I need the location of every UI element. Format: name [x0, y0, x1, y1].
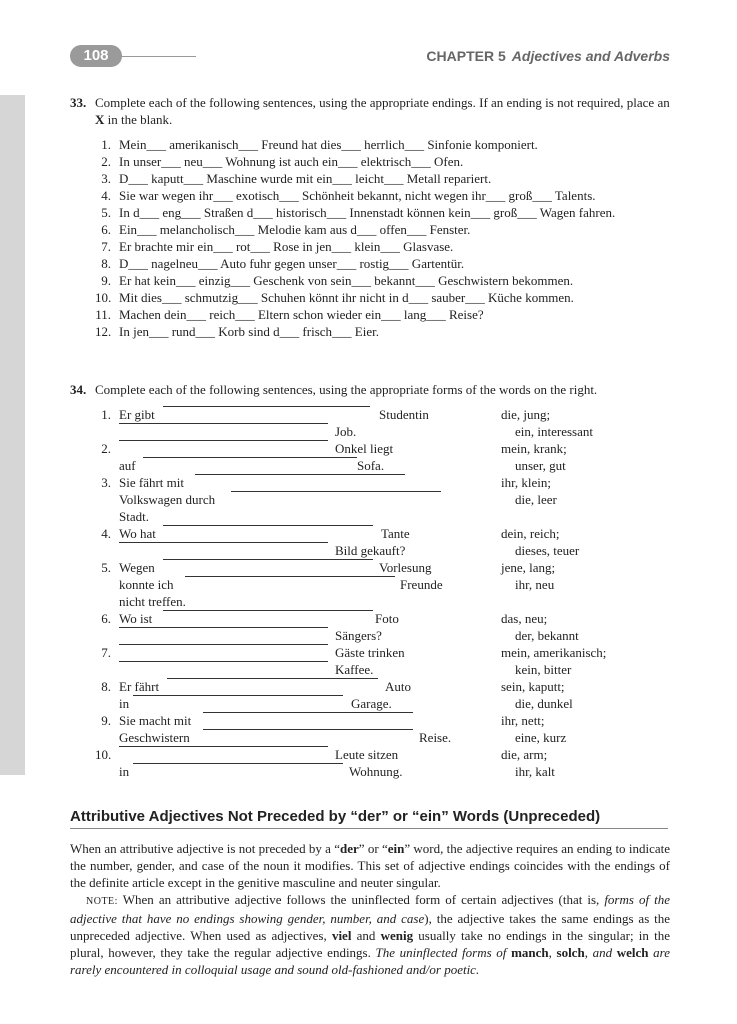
exercise-34-row: [95, 678, 615, 695]
text-run: ” or “: [358, 841, 388, 856]
exercise-33-item: [95, 221, 679, 238]
word-hint: sein, kaputt;: [501, 679, 565, 694]
answer-blank[interactable]: [203, 729, 413, 730]
exercise-33-item: [95, 153, 679, 170]
word-hint: ihr, nett;: [501, 713, 545, 728]
answer-blank[interactable]: [231, 491, 441, 492]
exercise-33-item: [95, 238, 679, 255]
exercise-33-instruction: Complete each of the following sentences, using the appropriate endings. If an ending is not required, place an X in the blank.: [95, 95, 670, 127]
section-title: Attributive Adjectives Not Preceded by “der” or “ein” Words (Unpreceded): [70, 808, 668, 829]
exercise-34-row: [95, 423, 615, 440]
exercise-34-row: [95, 406, 615, 423]
word-hint: eine, kurz: [515, 730, 567, 745]
exercise-34-row: [95, 644, 615, 661]
answer-blank[interactable]: [163, 559, 373, 560]
exercise-34-row: [95, 695, 615, 712]
answer-blank[interactable]: [119, 746, 328, 747]
exercise-33-list: [95, 136, 679, 340]
text-run: are rarely encountered in colloquial usage and sound old-fashioned and/or poetic.: [70, 945, 670, 977]
item-text: Ein___ melancholisch___ Melodie kam aus d___ offen___ Fenster.: [119, 222, 471, 237]
exercise-33-item: [95, 272, 679, 289]
prompt-text: Er fährt: [119, 679, 160, 694]
exercise-33-item: [95, 136, 679, 153]
exercise-34-row: [95, 729, 615, 746]
exercise-34-row: [95, 525, 615, 542]
prompt-text: Volkswagen durch: [119, 492, 216, 507]
word-hint: dieses, teuer: [515, 543, 580, 558]
word-hint: ihr, neu: [515, 577, 555, 592]
exercise-34-row: [95, 542, 615, 559]
exercise-34-row: [95, 491, 615, 508]
text-run: welch: [616, 945, 649, 960]
item-number: 4.: [101, 188, 111, 203]
exercise-34-instruction: Complete each of the following sentences, using the appropriate forms of the words on the right.: [95, 382, 598, 397]
prompt-text: Sie macht mit: [119, 713, 192, 728]
answer-blank[interactable]: [163, 525, 373, 526]
prompt-text: Freunde: [400, 577, 443, 592]
chapter-title: Adjectives and Adverbs: [511, 48, 670, 64]
prompt-text: in: [119, 764, 130, 779]
item-number: 3.: [101, 475, 111, 490]
exercise-34-row: [95, 508, 615, 525]
prompt-text: Sofa.: [357, 458, 385, 473]
exercise-34-row: [95, 593, 615, 610]
text-run: and: [351, 928, 381, 943]
word-hint: unser, gut: [515, 458, 566, 473]
header-rule: [120, 56, 196, 57]
answer-blank[interactable]: [119, 661, 328, 662]
prompt-text: nicht treffen.: [119, 594, 186, 609]
text-run: usually take no endings in the singular; in the plural, however, they take the regular adjective endings.: [70, 928, 670, 960]
text-run: ein: [387, 841, 405, 856]
item-number: 10.: [95, 290, 112, 305]
item-number: 7.: [101, 645, 111, 660]
text-run: der: [340, 841, 359, 856]
item-number: 7.: [101, 239, 111, 254]
exercise-33-item: [95, 289, 679, 306]
answer-blank[interactable]: [163, 610, 373, 611]
word-hint: ihr, klein;: [501, 475, 552, 490]
exercise-34-row: [95, 457, 615, 474]
prompt-text: Wohnung.: [349, 764, 403, 779]
section-paragraph: [70, 840, 670, 891]
exercise-34-row: [95, 763, 615, 780]
exercise-34-row: [95, 610, 615, 627]
exercise-33-item: [95, 255, 679, 272]
item-number: 6.: [101, 222, 111, 237]
answer-blank[interactable]: [119, 644, 328, 645]
text-run: , and: [584, 945, 617, 960]
word-hint: jene, lang;: [501, 560, 556, 575]
chapter-label: CHAPTER 5: [426, 48, 506, 64]
item-number: 8.: [101, 256, 111, 271]
item-text: Sie war wegen ihr___ exotisch___ Schönheit bekannt, nicht wegen ihr___ groß___ Talents.: [119, 188, 596, 203]
item-text: In jen___ rund___ Korb sind d___ frisch___ Eier.: [119, 324, 379, 339]
item-text: Mit dies___ schmutzig___ Schuhen könnt ihr nicht in d___ sauber___ Küche kommen.: [119, 290, 574, 305]
prompt-text: Job.: [335, 424, 357, 439]
item-number: 2.: [101, 441, 111, 456]
exercise-33-heading: [70, 94, 677, 128]
exercise-34-row: [95, 440, 615, 457]
item-text: Er brachte mir ein___ rot___ Rose in jen___ klein___ Glasvase.: [119, 239, 454, 254]
answer-blank[interactable]: [133, 695, 343, 696]
exercise-33-item: [95, 187, 679, 204]
answer-blank[interactable]: [143, 457, 357, 458]
exercise-34-row: [95, 474, 615, 491]
page-number: 108: [70, 45, 122, 67]
prompt-text: konnte ich: [119, 577, 174, 592]
text-run: NOTE:: [86, 896, 118, 907]
prompt-text: Wo ist: [119, 611, 153, 626]
prompt-text: Kaffee.: [335, 662, 374, 677]
word-hint: die, jung;: [501, 407, 551, 422]
answer-blank[interactable]: [167, 678, 378, 679]
prompt-text: auf: [119, 458, 136, 473]
item-number: 9.: [101, 713, 111, 728]
item-number: 5.: [101, 560, 111, 575]
answer-blank[interactable]: [163, 406, 370, 407]
exercise-33-item: [95, 306, 679, 323]
word-hint: mein, amerikanisch;: [501, 645, 607, 660]
word-hint: die, leer: [515, 492, 557, 507]
word-hint: ihr, kalt: [515, 764, 555, 779]
chapter-header: [426, 48, 670, 64]
prompt-text: Leute sitzen: [335, 747, 399, 762]
side-margin-bar: [0, 95, 25, 775]
section-note: [70, 891, 670, 978]
exercise-34-number: 34.: [70, 382, 87, 397]
prompt-text: Onkel liegt: [335, 441, 394, 456]
item-number: 10.: [95, 747, 112, 762]
prompt-text: Bild gekauft?: [335, 543, 406, 558]
exercise-33-item: [95, 170, 679, 187]
prompt-text: in: [119, 696, 130, 711]
word-hint: ein, interessant: [515, 424, 593, 439]
text-run: ,: [548, 945, 557, 960]
exercise-34-row: [95, 712, 615, 729]
text-run: The uninflected forms of: [375, 945, 512, 960]
text-run: viel: [331, 928, 352, 943]
item-text: Machen dein___ reich___ Eltern schon wieder ein___ lang___ Reise?: [119, 307, 484, 322]
item-number: 11.: [95, 307, 111, 322]
item-number: 5.: [101, 205, 111, 220]
word-hint: die, dunkel: [515, 696, 573, 711]
exercise-34-row: [95, 559, 615, 576]
item-text: Mein___ amerikanisch___ Freund hat dies___ herrlich___ Sinfonie komponiert.: [119, 137, 538, 152]
prompt-text: Wegen: [119, 560, 155, 575]
exercise-34-rows: [95, 406, 615, 780]
answer-blank[interactable]: [119, 627, 328, 628]
prompt-text: Wo hat: [119, 526, 156, 541]
item-text: D___ nagelneu___ Auto fuhr gegen unser___ rostig___ Gartentür.: [119, 256, 465, 271]
word-hint: mein, krank;: [501, 441, 567, 456]
prompt-text: Stadt.: [119, 509, 149, 524]
answer-blank[interactable]: [185, 576, 395, 577]
answer-blank[interactable]: [133, 763, 343, 764]
exercise-33-item: [95, 204, 679, 221]
item-number: 12.: [95, 324, 112, 339]
exercise-33-number: 33.: [70, 95, 87, 110]
answer-blank[interactable]: [119, 423, 328, 424]
text-run: forms of the adjective that have no endings showing gender, number, and case: [70, 892, 670, 926]
bold-x: X: [95, 112, 105, 127]
prompt-text: Reise.: [419, 730, 452, 745]
item-text: D___ kaputt___ Maschine wurde mit ein___ leicht___ Metall repariert.: [119, 171, 492, 186]
item-number: 6.: [101, 611, 111, 626]
text-run: ), the adjective takes the same endings as the unpreceded adjective. When used as adjectives,: [70, 911, 670, 943]
text-run: When an attributive adjective follows the uninflected form of certain adjectives (that is,: [117, 892, 605, 907]
text-run: solch: [556, 945, 585, 960]
item-text: In unser___ neu___ Wohnung ist auch ein___ elektrisch___ Ofen.: [119, 154, 464, 169]
prompt-text: Er gibt: [119, 407, 155, 422]
prompt-text: Tante: [381, 526, 410, 541]
prompt-text: Vorlesung: [379, 560, 432, 575]
item-number: 2.: [101, 154, 111, 169]
answer-blank[interactable]: [195, 474, 405, 475]
prompt-text: Sängers?: [335, 628, 382, 643]
text-run: wenig: [380, 928, 414, 943]
word-hint: dein, reich;: [501, 526, 560, 541]
exercise-34-heading: [70, 381, 677, 398]
prompt-text: Gäste trinken: [335, 645, 405, 660]
item-number: 1.: [101, 137, 111, 152]
item-number: 4.: [101, 526, 111, 541]
prompt-text: Foto: [375, 611, 399, 626]
prompt-text: Sie fährt mit: [119, 475, 184, 490]
word-hint: der, bekannt: [515, 628, 579, 643]
text-run: ” word, the adjective requires an ending to indicate the number, gender, and case of the noun it modifies. This set of adjective endings coincides with the endings of the definite article except in the genitive masculine and neuter singular.: [70, 841, 670, 890]
text-run: manch: [511, 945, 549, 960]
item-number: 1.: [101, 407, 111, 422]
exercise-34-row: [95, 661, 615, 678]
item-text: In d___ eng___ Straßen d___ historisch___ Innenstadt können kein___ groß___ Wagen fahren.: [119, 205, 616, 220]
prompt-text: Garage.: [351, 696, 392, 711]
item-number: 9.: [101, 273, 111, 288]
prompt-text: Studentin: [379, 407, 429, 422]
word-hint: kein, bitter: [515, 662, 572, 677]
answer-blank[interactable]: [119, 440, 328, 441]
answer-blank[interactable]: [203, 712, 413, 713]
item-number: 8.: [101, 679, 111, 694]
answer-blank[interactable]: [119, 542, 328, 543]
text-run: When an attributive adjective is not preceded by a “: [70, 841, 340, 856]
exercise-34-row: [95, 746, 615, 763]
prompt-text: Auto: [385, 679, 411, 694]
exercise-34-row: [95, 627, 615, 644]
exercise-33-item: [95, 323, 679, 340]
word-hint: das, neu;: [501, 611, 548, 626]
word-hint: die, arm;: [501, 747, 548, 762]
exercise-34-row: [95, 576, 615, 593]
item-number: 3.: [101, 171, 111, 186]
prompt-text: Geschwistern: [119, 730, 190, 745]
item-text: Er hat kein___ einzig___ Geschenk von sein___ bekannt___ Geschwistern bekommen.: [119, 273, 574, 288]
